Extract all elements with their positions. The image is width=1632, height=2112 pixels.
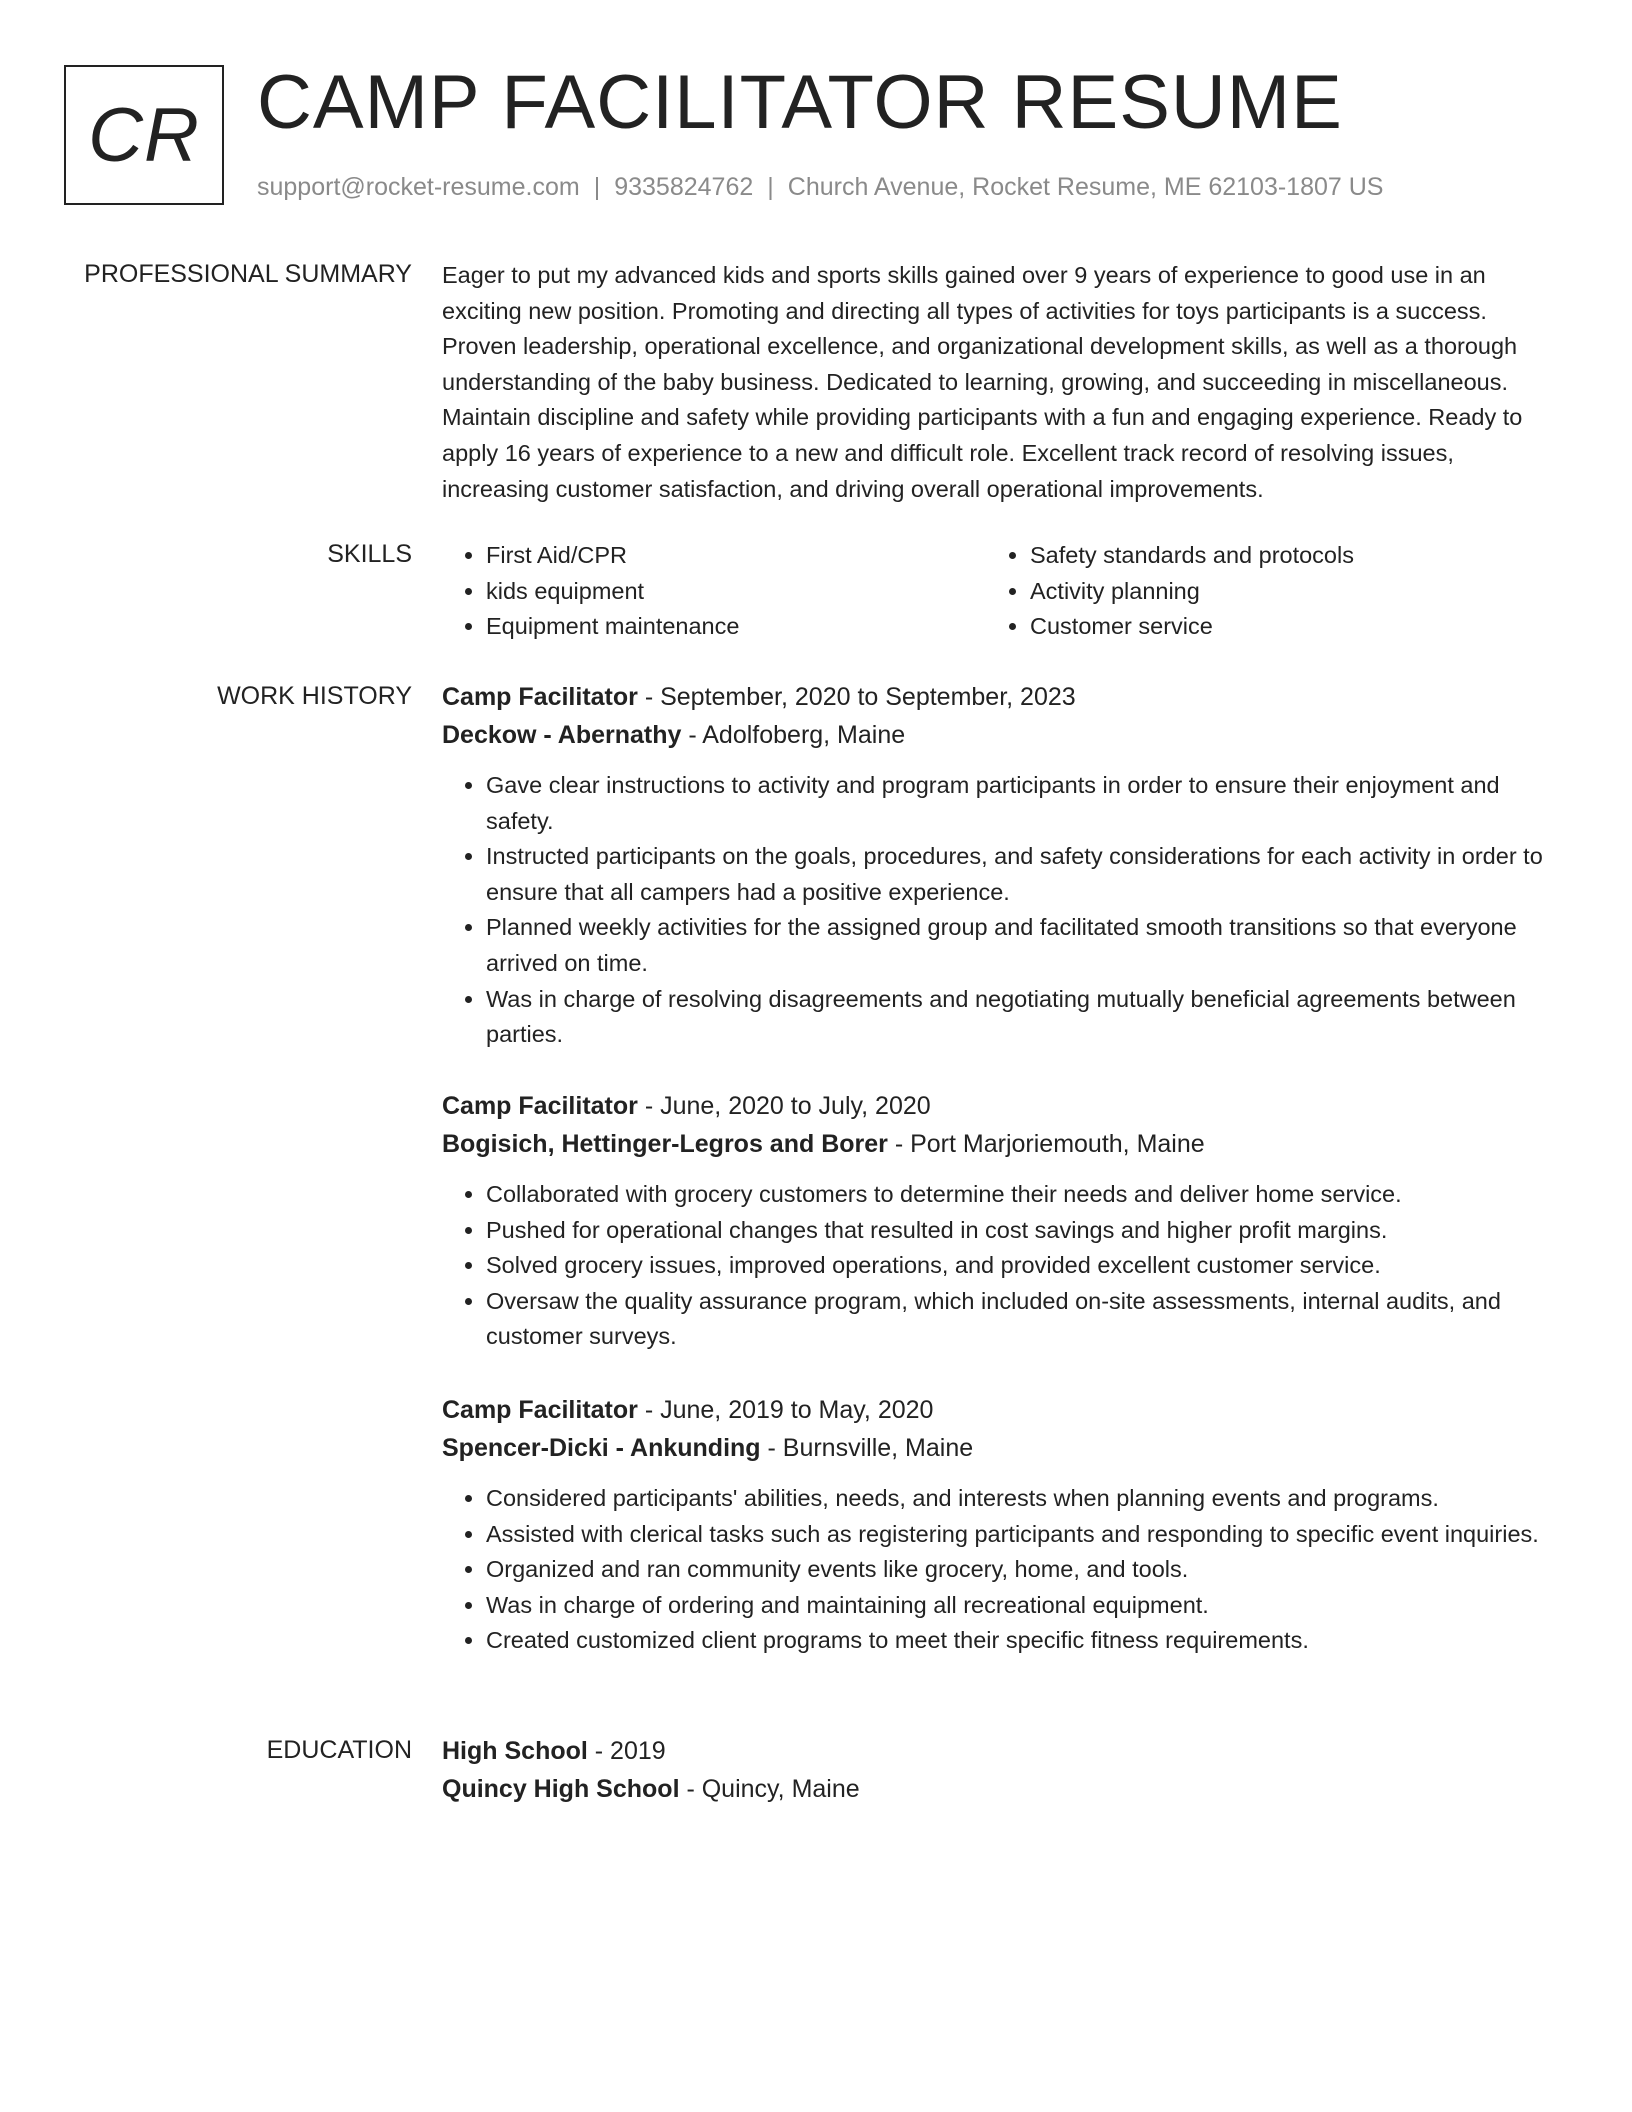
job-entry: [442, 1391, 1552, 1659]
skill-item: • kids equipment: [486, 574, 986, 610]
job-bullet: • Instructed participants on the goals, procedures, and safety considerations for each activity in order to ensure that all campers had a positive experience.: [486, 839, 1552, 910]
job-location: - Burnsville, Maine: [760, 1434, 974, 1462]
education-school: Quincy High School: [442, 1775, 680, 1803]
job-location: - Port Marjoriemouth, Maine: [887, 1130, 1205, 1158]
education-school-line: [442, 1770, 1552, 1808]
job-bullet: • Collaborated with grocery customers to determine their needs and deliver home service.: [486, 1177, 1552, 1213]
job-bullet: • Oversaw the quality assurance program, which included on-site assessments, internal audits, and customer surveys.: [486, 1284, 1552, 1355]
resume-title: CAMP FACILITATOR RESUME: [257, 60, 1343, 145]
skill-item: • Equipment maintenance: [486, 609, 986, 645]
job-company-line: [442, 1125, 1552, 1163]
skill-item: • First Aid/CPR: [486, 538, 986, 574]
job-bullet: • Assisted with clerical tasks such as registering participants and responding to specific event inquiries.: [486, 1517, 1552, 1553]
job-bullet: • Was in charge of resolving disagreements and negotiating mutually beneficial agreements between parties.: [486, 982, 1552, 1053]
contact-separator: |: [767, 173, 774, 201]
section-label-education: EDUCATION: [266, 1736, 412, 1764]
section-label-work-history: WORK HISTORY: [217, 682, 412, 710]
job-bullet: • Created customized client programs to meet their specific fitness requirements.: [486, 1623, 1552, 1659]
job-entry: [442, 678, 1552, 1053]
contact-phone: 9335824762: [614, 173, 754, 201]
contact-separator: |: [593, 173, 601, 201]
job-company: Spencer-Dicki - Ankunding: [442, 1434, 761, 1462]
job-title: Camp Facilitator: [442, 683, 638, 711]
job-title: Camp Facilitator: [442, 1092, 638, 1120]
job-bullets: [442, 1177, 1552, 1355]
contact-address: Church Avenue, Rocket Resume, ME 62103-1807 US: [787, 173, 1384, 201]
job-company: Deckow - Abernathy: [442, 721, 682, 749]
job-title-line: [442, 1391, 1552, 1429]
job-bullet: • Pushed for operational changes that resulted in cost savings and higher profit margins.: [486, 1213, 1552, 1249]
job-bullet: • Gave clear instructions to activity and program participants in order to ensure their enjoyment and safety.: [486, 768, 1552, 839]
education-location: - Quincy, Maine: [679, 1775, 860, 1803]
job-entry: [442, 1087, 1552, 1355]
summary-text: Eager to put my advanced kids and sports skills gained over 9 years of experience to good use in an exciting new position. Promoting and directing all types of activities for toys participants is a success. Proven leadership, operational excellence, and organizational development skills, as well as a thorough understanding of the baby business. Dedicated to learning, growing, and succeeding in miscellaneous. Maintain discipline and safety while providing participants with a fun and engaging experience. Ready to apply 16 years of experience to a new and difficult role. Excellent track record of resolving issues, increasing customer satisfaction, and driving overall operational improvements.: [442, 262, 1523, 502]
skills-list: [442, 538, 1552, 645]
job-bullet: • Considered participants' abilities, needs, and interests when planning events and programs.: [486, 1481, 1552, 1517]
monogram-badge: CR: [64, 65, 224, 205]
job-dates: - June, 2019 to May, 2020: [637, 1396, 934, 1424]
section-label-summary: PROFESSIONAL SUMMARY: [84, 260, 412, 288]
skill-item: • Customer service: [1030, 609, 1550, 645]
job-location: - Adolfoberg, Maine: [681, 721, 906, 749]
job-company-line: [442, 716, 1552, 754]
job-bullet: • Solved grocery issues, improved operations, and provided excellent customer service.: [486, 1248, 1552, 1284]
skill-item: • Activity planning: [1030, 574, 1550, 610]
job-title: Camp Facilitator: [442, 1396, 638, 1424]
skill-item: • Safety standards and protocols: [1030, 538, 1550, 574]
contact-email: support@rocket-resume.com: [257, 173, 580, 201]
skills-column-right: [986, 538, 1550, 645]
job-dates: - September, 2020 to September, 2023: [637, 683, 1076, 711]
job-dates: - June, 2020 to July, 2020: [637, 1092, 931, 1120]
contact-line: [257, 173, 1383, 202]
job-bullets: [442, 768, 1552, 1053]
job-bullet: • Planned weekly activities for the assigned group and facilitated smooth transitions so that everyone arrived on time.: [486, 910, 1552, 981]
job-title-line: [442, 678, 1552, 716]
job-bullet: • Was in charge of ordering and maintaining all recreational equipment.: [486, 1588, 1552, 1624]
job-bullets: [442, 1481, 1552, 1659]
section-label-skills: SKILLS: [327, 540, 412, 568]
resume-header: [64, 60, 1564, 211]
job-bullet: • Organized and ran community events like grocery, home, and tools.: [486, 1552, 1552, 1588]
job-company: Bogisich, Hettinger-Legros and Borer: [442, 1130, 888, 1158]
job-company-line: [442, 1429, 1552, 1467]
job-title-line: [442, 1087, 1552, 1125]
education-degree-line: [442, 1732, 1552, 1770]
education-year: - 2019: [587, 1737, 666, 1765]
education-degree: High School: [442, 1737, 588, 1765]
skills-column-left: [442, 538, 986, 645]
